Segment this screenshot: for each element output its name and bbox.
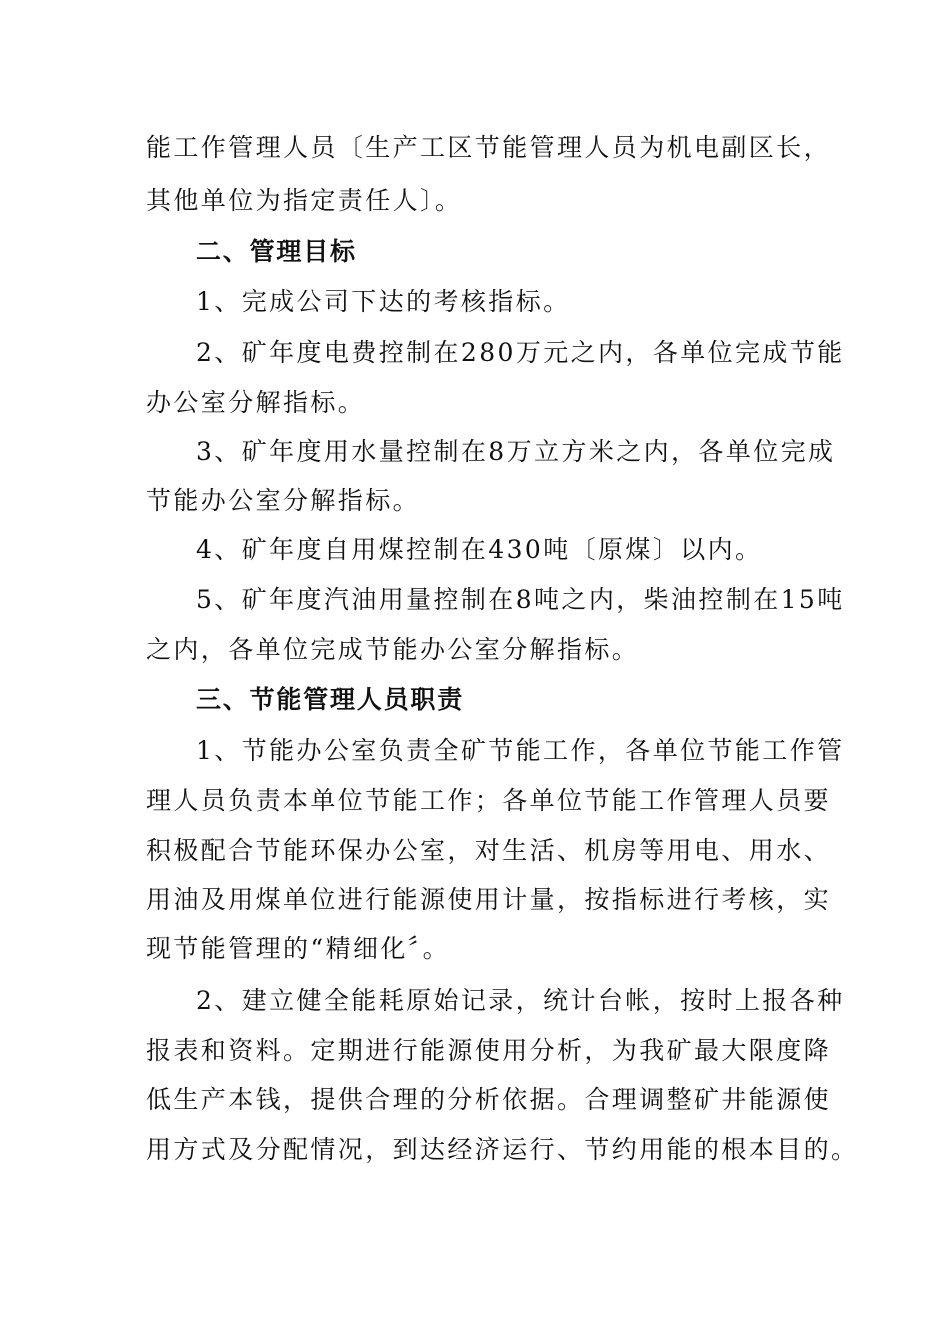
- paragraph-line: 用方式及分配情况，到达经济运行、节约用能的根本目的。: [146, 1135, 859, 1164]
- paragraph-line: 低生产本钱，提供合理的分析依据。合理调整矿井能源使: [146, 1085, 832, 1114]
- section-heading-duties: 三、节能管理人员职责: [196, 685, 465, 714]
- list-item: 1、完成公司下达的考核指标。: [196, 287, 571, 316]
- list-item: 2、建立健全能耗原始记录，统计台帐，按时上报各种: [196, 986, 845, 1015]
- paragraph-line: 理人员负责本单位节能工作；各单位节能工作管理人员要: [146, 786, 832, 815]
- paragraph-line: 报表和资料。定期进行能源使用分析，为我矿最大限度降: [146, 1036, 832, 1065]
- paragraph-line: 办公室分解指标。: [146, 388, 366, 417]
- paragraph-line: 节能办公室分解指标。: [146, 486, 421, 515]
- list-item: 4、矿年度自用煤控制在430吨〔原煤〕以内。: [196, 535, 763, 564]
- paragraph-line: 积极配合节能环保办公室，对生活、机房等用电、用水、: [146, 836, 832, 865]
- paragraph-line: 用油及用煤单位进行能源使用计量，按指标进行考核，实: [146, 885, 832, 914]
- section-heading-goals: 二、管理目标: [196, 237, 357, 266]
- list-item: 3、矿年度用水量控制在8万立方米之内，各单位完成: [196, 437, 836, 466]
- paragraph-line: 之内，各单位完成节能办公室分解指标。: [146, 635, 640, 664]
- list-item: 2、矿年度电费控制在280万元之内，各单位完成节能: [196, 338, 845, 367]
- paragraph-line: 现节能管理的“精细化〞。: [146, 934, 451, 963]
- paragraph-line: 能工作管理人员〔生产工区节能管理人员为机电副区长，: [146, 133, 832, 162]
- list-item: 5、矿年度汽油用量控制在8吨之内，柴油控制在15吨: [196, 585, 845, 614]
- list-item: 1、节能办公室负责全矿节能工作，各单位节能工作管: [196, 736, 845, 765]
- paragraph-line: 其他单位为指定责任人〕。: [146, 186, 463, 215]
